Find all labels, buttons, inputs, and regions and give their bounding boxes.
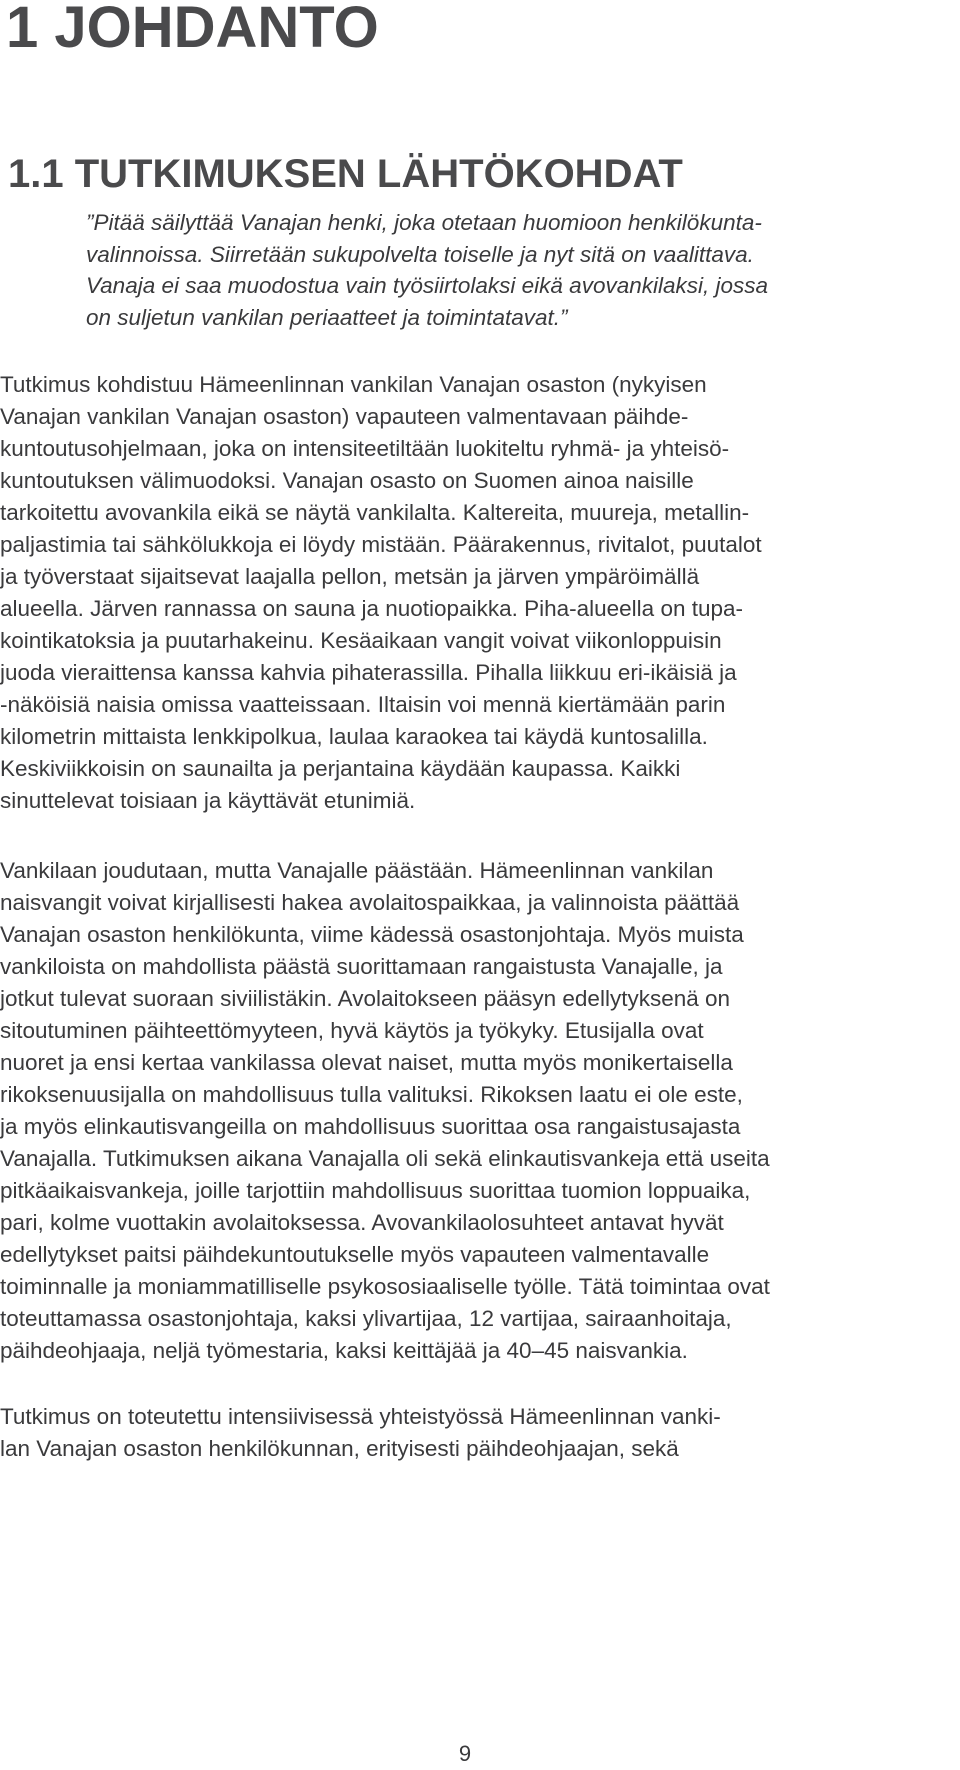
p2-line: Vanajan osaston henkilökunta, viime kädessä osastonjohtaja. Myös muista — [0, 922, 744, 947]
p2-line: Vankilaan joudutaan, mutta Vanajalle päästään. Hämeenlinnan vankilan — [0, 858, 714, 883]
p2-line: nuoret ja ensi kertaa vankilassa olevat naiset, mutta myös monikertaisella — [0, 1050, 733, 1075]
quote-line: on suljetun vankilan periaatteet ja toimintatavat.” — [86, 304, 568, 330]
section-heading: 1.1 TUTKIMUKSEN LÄHTÖKOHDAT — [8, 152, 683, 196]
p1-line: kuntoutusohjelmaan, joka on intensiteetiltään luokiteltu ryhmä- ja yhteisö- — [0, 436, 730, 461]
p2-line: vankiloista on mahdollista päästä suorittamaan rangaistusta Vanajalle, ja — [0, 954, 723, 979]
p3-line: lan Vanajan osaston henkilökunnan, erityisesti päihdeohjaajan, sekä — [0, 1436, 679, 1461]
p1-line: Vanajan vankilan Vanajan osaston) vapauteen valmentavaan päihde- — [0, 404, 689, 429]
chapter-heading: 1 JOHDANTO — [6, 0, 379, 60]
p2-line: naisvangit voivat kirjallisesti hakea avolaitospaikkaa, ja valinnoista päättää — [0, 890, 740, 915]
p1-line: -näköisiä naisia omissa vaatteissaan. Iltaisin voi mennä kiertämään parin — [0, 692, 726, 717]
quote-line: valinnoissa. Siirretään sukupolvelta toiselle ja nyt sitä on vaalittava. — [86, 241, 754, 267]
p2-line: toteuttamassa osastonjohtaja, kaksi ylivartijaa, 12 vartijaa, sairaanhoitaja, — [0, 1306, 732, 1331]
p2-line: rikoksenuusijalla on mahdollisuus tulla valituksi. Rikoksen laatu ei ole este, — [0, 1082, 743, 1107]
p1-line: sinuttelevat toisiaan ja käyttävät etunimiä. — [0, 788, 416, 813]
p2-line: pitkäaikaisvankeja, joille tarjottiin mahdollisuus suorittaa tuomion loppuaika, — [0, 1178, 751, 1203]
p1-line: paljastimia tai sähkölukkoja ei löydy mistään. Päärakennus, rivitalot, puutalot — [0, 532, 762, 557]
p2-line: edellytykset paitsi päihdekuntoutukselle myös vapauteen valmentavalle — [0, 1242, 710, 1267]
p1-line: kilometrin mittaista lenkkipolkua, laulaa karaokea tai käydä kuntosalilla. — [0, 724, 708, 749]
page-number: 9 — [458, 1741, 472, 1766]
p1-line: ja työverstaat sijaitsevat laajalla pellon, metsän ja järven ympäröimällä — [0, 564, 700, 589]
p2-line: jotkut tulevat suoraan siviilistäkin. Avolaitokseen pääsyn edellytyksenä on — [0, 986, 731, 1011]
p1-line: kuntoutuksen välimuodoksi. Vanajan osasto on Suomen ainoa naisille — [0, 468, 694, 493]
p1-line: alueella. Järven rannassa on sauna ja nuotiopaikka. Piha-alueella on tupa- — [0, 596, 744, 621]
p1-line: tarkoitettu avovankila eikä se näytä vankilalta. Kaltereita, muureja, metallin- — [0, 500, 750, 525]
p2-line: Vanajalla. Tutkimuksen aikana Vanajalla oli sekä elinkautisvankeja että useita — [0, 1146, 770, 1171]
quote-line: Vanaja ei saa muodostua vain työsiirtolaksi eikä avovankilaksi, jossa — [86, 273, 769, 298]
quote-line: ”Pitää säilyttää Vanajan henki, joka otetaan huomioon henkilökunta- — [86, 210, 762, 235]
p2-line: toiminnalle ja moniammatilliselle psykososiaaliselle työlle. Tätä toimintaa ovat — [0, 1274, 770, 1299]
p2-line: päihdeohjaaja, neljä työmestaria, kaksi keittäjää ja 40–45 naisvankia. — [0, 1338, 688, 1363]
p1-line: Tutkimus kohdistuu Hämeenlinnan vankilan Vanajan osaston (nykyisen — [0, 372, 707, 397]
p2-line: pari, kolme vuottakin avolaitoksessa. Avovankilaolosuhteet antavat hyvät — [0, 1210, 724, 1235]
p2-line: ja myös elinkautisvangeilla on mahdollisuus suorittaa osa rangaistusajasta — [0, 1114, 741, 1139]
p1-line: juoda vieraittensa kanssa kahvia pihaterassilla. Pihalla liikkuu eri-ikäisiä ja — [0, 660, 737, 685]
p3-line: Tutkimus on toteutettu intensiivisessä yhteistyössä Hämeenlinnan vanki- — [0, 1404, 721, 1429]
p1-line: kointikatoksia ja puutarhakeinu. Kesäaikaan vangit voivat viikonloppuisin — [0, 628, 722, 653]
p2-line: sitoutuminen päihteettömyyteen, hyvä käytös ja työkyky. Etusijalla ovat — [0, 1018, 704, 1043]
p1-line: Keskiviikkoisin on saunailta ja perjantaina käydään kaupassa. Kaikki — [0, 756, 681, 781]
